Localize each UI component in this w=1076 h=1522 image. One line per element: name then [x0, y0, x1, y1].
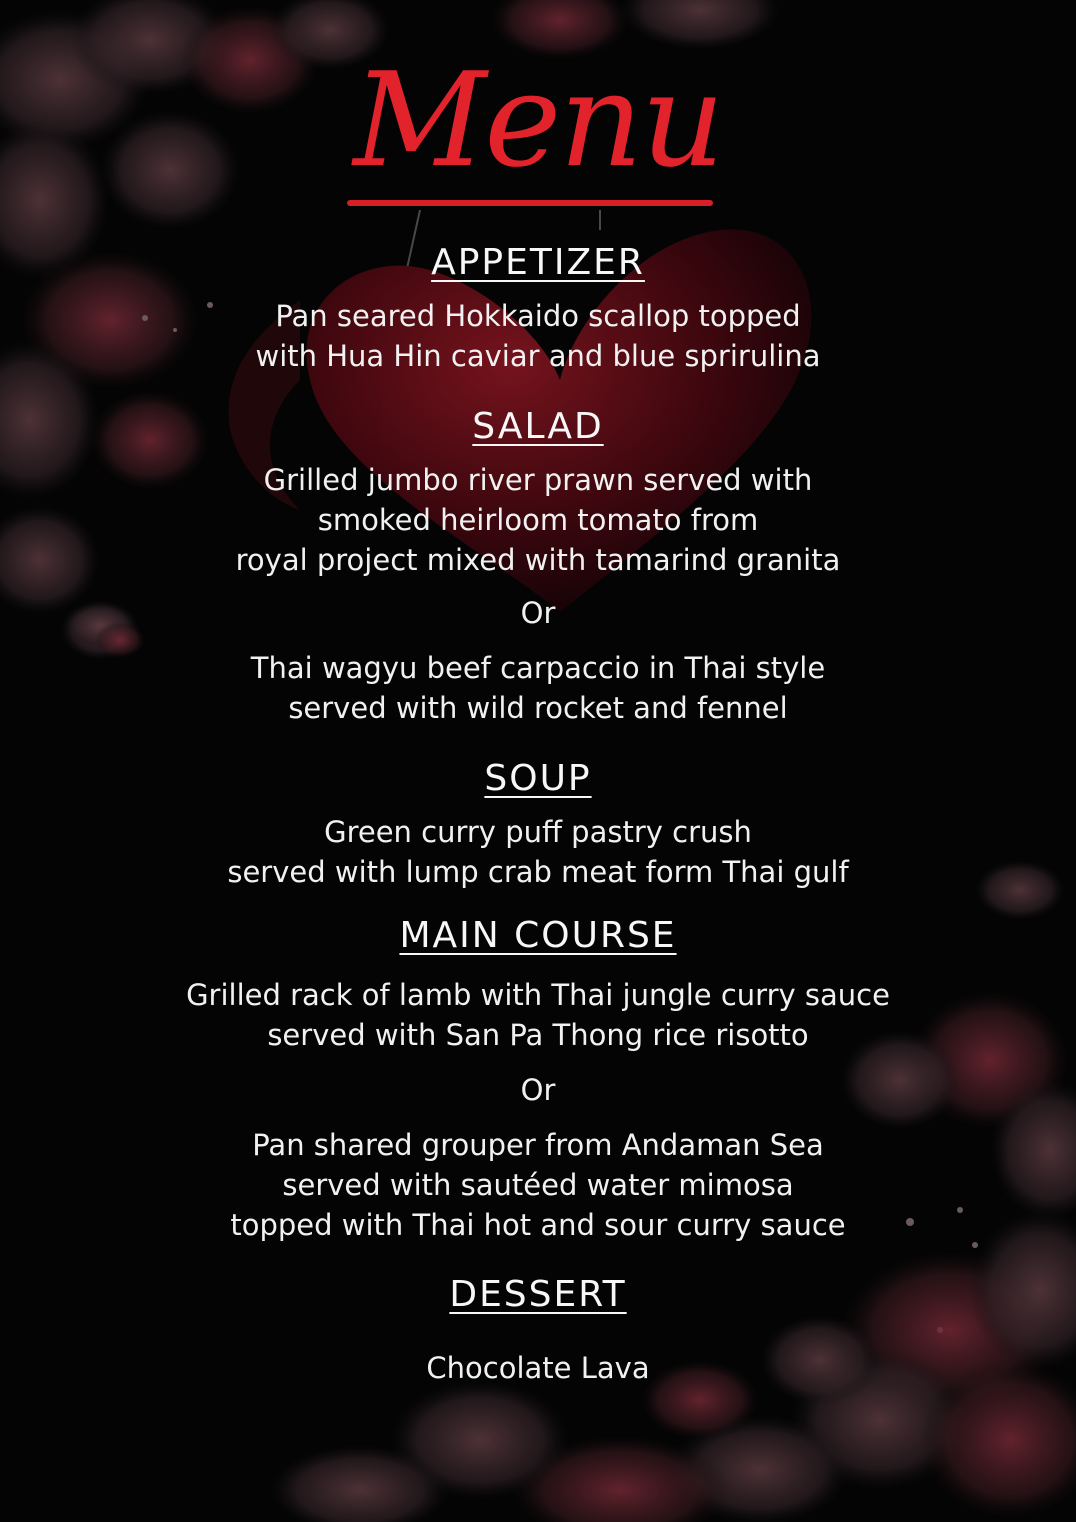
menu-title: Menu [353, 44, 723, 196]
salad-heading: SALAD [472, 406, 604, 447]
menu-line: Grilled jumbo river prawn served with [263, 463, 813, 497]
menu-line: with Hua Hin caviar and blue sprirulina [255, 339, 821, 373]
menu-line: served with San Pa Thong rice risotto [267, 1018, 809, 1052]
menu-line: smoked heirloom tomato from [317, 503, 759, 537]
salad-or-separator: Or [520, 596, 556, 630]
menu-line: Pan shared grouper from Andaman Sea [252, 1128, 824, 1162]
dessert-heading: DESSERT [449, 1274, 627, 1315]
menu-line: served with sautéed water mimosa [282, 1168, 794, 1202]
menu-line: Chocolate Lava [426, 1351, 650, 1385]
salad-option-1 [0, 460, 1076, 580]
menu-line: royal project mixed with tamarind granita [235, 543, 841, 577]
menu-line: Pan seared Hokkaido scallop topped [275, 299, 801, 333]
dessert-description [0, 1348, 1076, 1388]
menu-line: topped with Thai hot and sour curry sauce [230, 1208, 846, 1242]
menu-line: served with lump crab meat form Thai gulf [227, 855, 849, 889]
menu-line: Thai wagyu beef carpaccio in Thai style [250, 651, 826, 685]
menu-line: Grilled rack of lamb with Thai jungle curry sauce [186, 978, 890, 1012]
main-course-heading: MAIN COURSE [399, 915, 677, 956]
soup-heading: SOUP [484, 758, 592, 799]
main-course-option-1 [0, 975, 1076, 1055]
soup-description [0, 812, 1076, 892]
main-course-option-2 [0, 1125, 1076, 1245]
menu-line: Green curry puff pastry crush [324, 815, 752, 849]
menu-line: served with wild rocket and fennel [288, 691, 788, 725]
main-course-or-separator: Or [520, 1073, 556, 1107]
appetizer-heading: APPETIZER [431, 242, 645, 283]
appetizer-description [0, 296, 1076, 376]
salad-option-2 [0, 648, 1076, 728]
title-underline [347, 200, 713, 206]
